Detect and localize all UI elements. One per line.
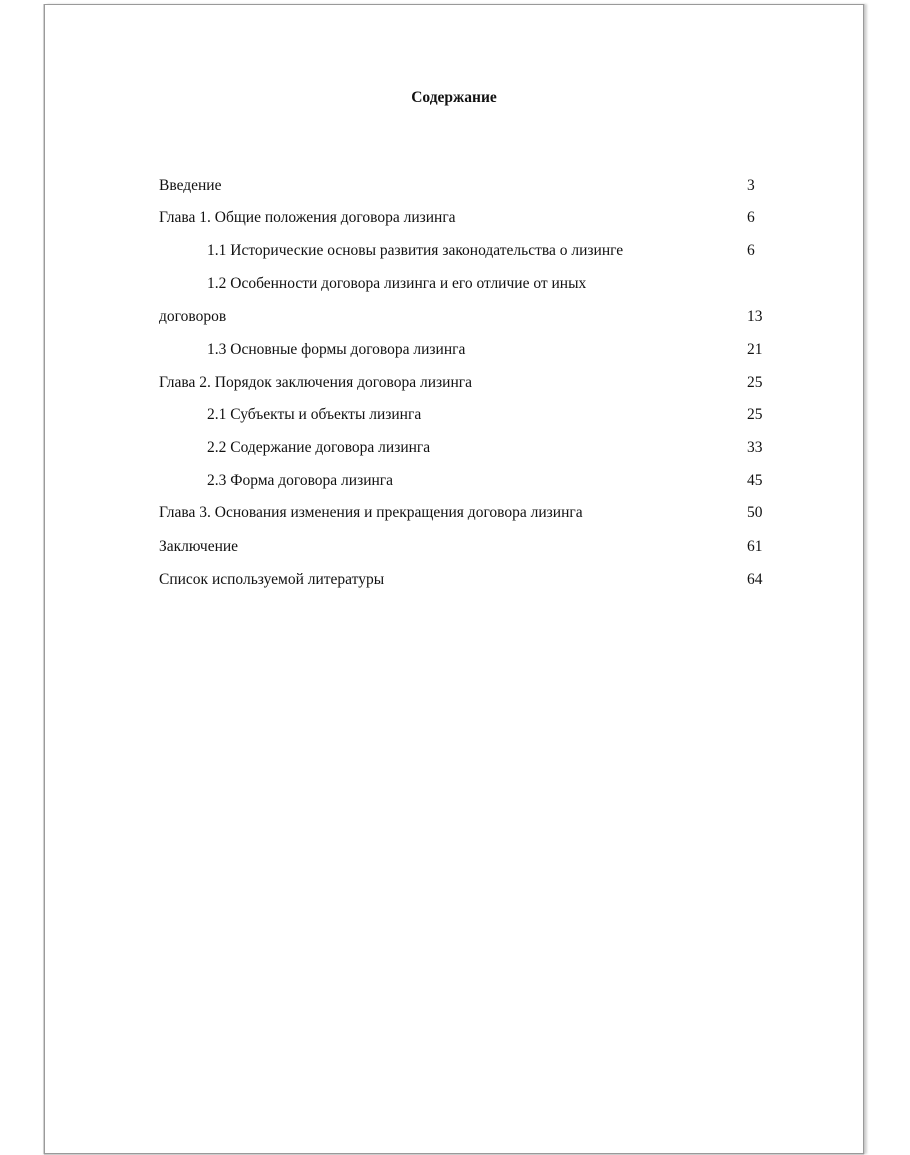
toc-entry-page: 50 — [747, 504, 763, 521]
toc-entry-text: Глава 3. Основания изменения и прекращения договора лизинга — [159, 504, 583, 521]
toc-entry-page: 6 — [747, 209, 755, 226]
toc-entry — [45, 273, 863, 295]
page-title: Содержание — [411, 89, 497, 106]
toc-entry — [45, 207, 863, 229]
toc-entry-text: Заключение — [159, 538, 239, 555]
toc-entry — [45, 437, 863, 459]
toc-entry-text: Список используемой литературы — [159, 571, 385, 588]
toc-entry-text: Глава 1. Общие положения договора лизинга — [159, 209, 456, 226]
toc-entry-text: 1.2 Особенности договора лизинга и его отличие от иных — [207, 275, 587, 292]
toc-entry-text: 1.1 Исторические основы развития законодательства о лизинге — [207, 242, 624, 259]
toc-entry-text: Глава 2. Порядок заключения договора лизинга — [159, 374, 472, 391]
toc-entry — [45, 569, 863, 591]
toc-entry-text: 1.3 Основные формы договора лизинга — [207, 341, 466, 358]
toc-entry-page: 21 — [747, 341, 763, 358]
toc-entry-text: договоров — [159, 308, 227, 325]
toc-entry-page: 33 — [747, 439, 763, 456]
document-page — [44, 4, 864, 1154]
toc-entry-page: 61 — [747, 538, 763, 555]
toc-entry-page: 13 — [747, 308, 763, 325]
toc-entry-text: 2.1 Субъекты и объекты лизинга — [207, 406, 422, 423]
toc-entry-text: 2.2 Содержание договора лизинга — [207, 439, 431, 456]
toc-entry — [45, 470, 863, 492]
toc-entry-page: 25 — [747, 374, 763, 391]
toc-entry — [45, 175, 863, 197]
toc-entry — [45, 339, 863, 361]
toc-entry — [45, 502, 863, 524]
toc-entry — [45, 404, 863, 426]
toc-entry-page: 45 — [747, 472, 763, 489]
toc-entry-page: 64 — [747, 571, 763, 588]
toc-entry-page: 25 — [747, 406, 763, 423]
toc-entry — [45, 240, 863, 262]
toc-entry — [45, 306, 863, 328]
toc-entry-text: 2.3 Форма договора лизинга — [207, 472, 394, 489]
toc-entry-page: 6 — [747, 242, 755, 259]
toc-entry — [45, 372, 863, 394]
toc-entry-text: Введение — [159, 177, 222, 194]
toc-entry — [45, 536, 863, 558]
toc-entry-page: 3 — [747, 177, 755, 194]
